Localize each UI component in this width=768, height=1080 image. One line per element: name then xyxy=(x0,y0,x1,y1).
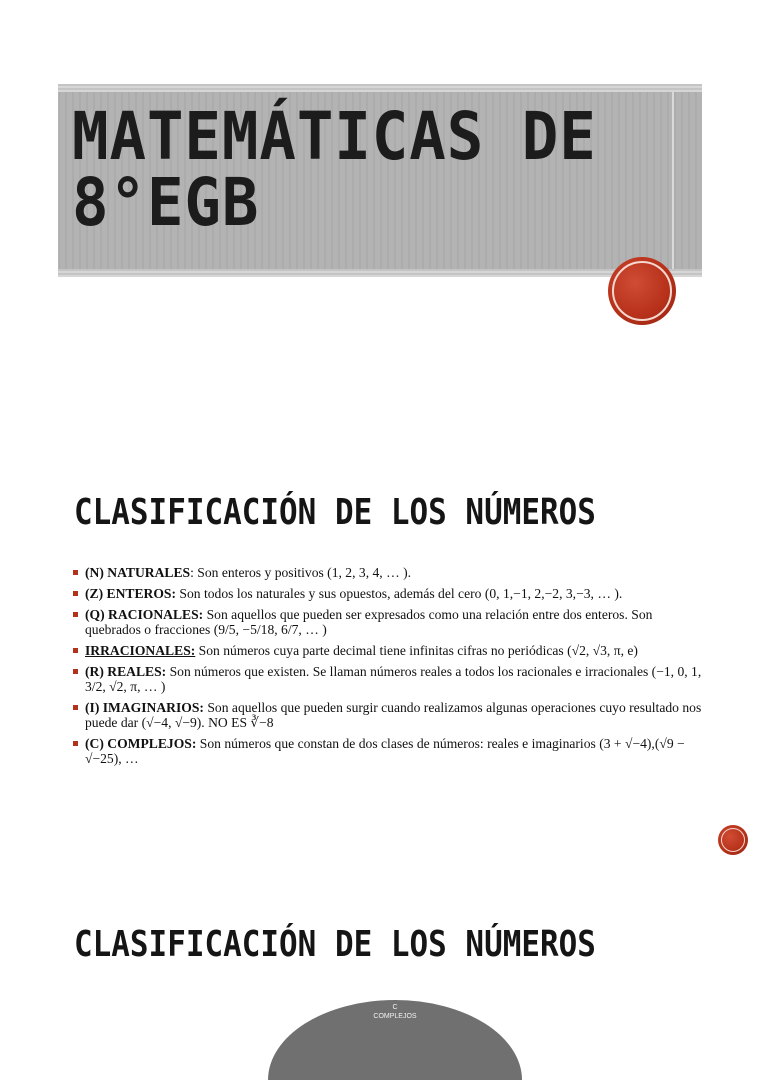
list-item xyxy=(72,664,702,694)
item-term: IRRACIONALES: xyxy=(85,643,196,658)
item-text: Son aquellos que pueden ser expresados como una relación entre dos enteros. Son quebrados o fracciones (9/5, −5/18, 6/7, … ) xyxy=(85,607,653,637)
section-heading-2: CLASIFICACIÓN DE LOS NÚMEROS xyxy=(74,924,596,965)
item-text: Son aquellos que pueden surgir cuando realizamos algunas operaciones cuyo resultado nos puede dar (√−4, √−9). NO ES ∛−8 xyxy=(85,700,702,730)
item-term: (Q) RACIONALES: xyxy=(85,607,204,622)
number-classification-list xyxy=(72,565,702,772)
item-text: Son enteros y positivos (1, 2, 3, 4, … ). xyxy=(193,565,412,580)
banner-edge xyxy=(672,92,674,269)
item-text: Son números que existen. Se llaman números reales a todos los racionales e irracionales (−1, 0, 1, 3/2, √2, π, … ) xyxy=(85,664,702,694)
title-line-1: MATEMÁTICAS DE xyxy=(72,98,597,175)
item-term: (R) REALES: xyxy=(85,664,167,679)
decorative-circle-icon xyxy=(718,825,748,855)
item-term: (C) COMPLEJOS: xyxy=(85,736,197,751)
presentation-title xyxy=(72,98,624,241)
diagram-label-letter: C xyxy=(392,1004,398,1011)
diagram-label xyxy=(268,1003,522,1021)
item-term: (N) NATURALES xyxy=(85,565,191,580)
item-text: Son números que constan de dos clases de números: reales e imaginarios (3 + √−4),(√9 − √−25), … xyxy=(85,736,685,766)
item-term: (Z) ENTEROS: xyxy=(85,586,177,601)
item-term: (I) IMAGINARIOS: xyxy=(85,700,204,715)
banner-stripe-bottom xyxy=(58,269,702,277)
list-item xyxy=(72,643,702,658)
banner-stripe-top xyxy=(58,84,702,92)
list-item xyxy=(72,700,702,730)
item-sep: : xyxy=(190,565,194,580)
item-text: Son todos los naturales y sus opuestos, además del cero (0, 1,−1, 2,−2, 3,−3, … ). xyxy=(176,586,623,601)
item-text: Son números cuya parte decimal tiene infinitas cifras no periódicas (√2, √3, π, e) xyxy=(195,643,638,658)
decorative-circle-icon xyxy=(608,257,676,325)
list-item xyxy=(72,586,702,601)
list-item xyxy=(72,736,702,766)
title-line-2: 8°EGB xyxy=(72,164,260,241)
diagram-label-word: COMPLEJOS xyxy=(373,1013,417,1020)
section-heading: CLASIFICACIÓN DE LOS NÚMEROS xyxy=(74,492,596,533)
list-item xyxy=(72,565,702,580)
list-item xyxy=(72,607,702,637)
